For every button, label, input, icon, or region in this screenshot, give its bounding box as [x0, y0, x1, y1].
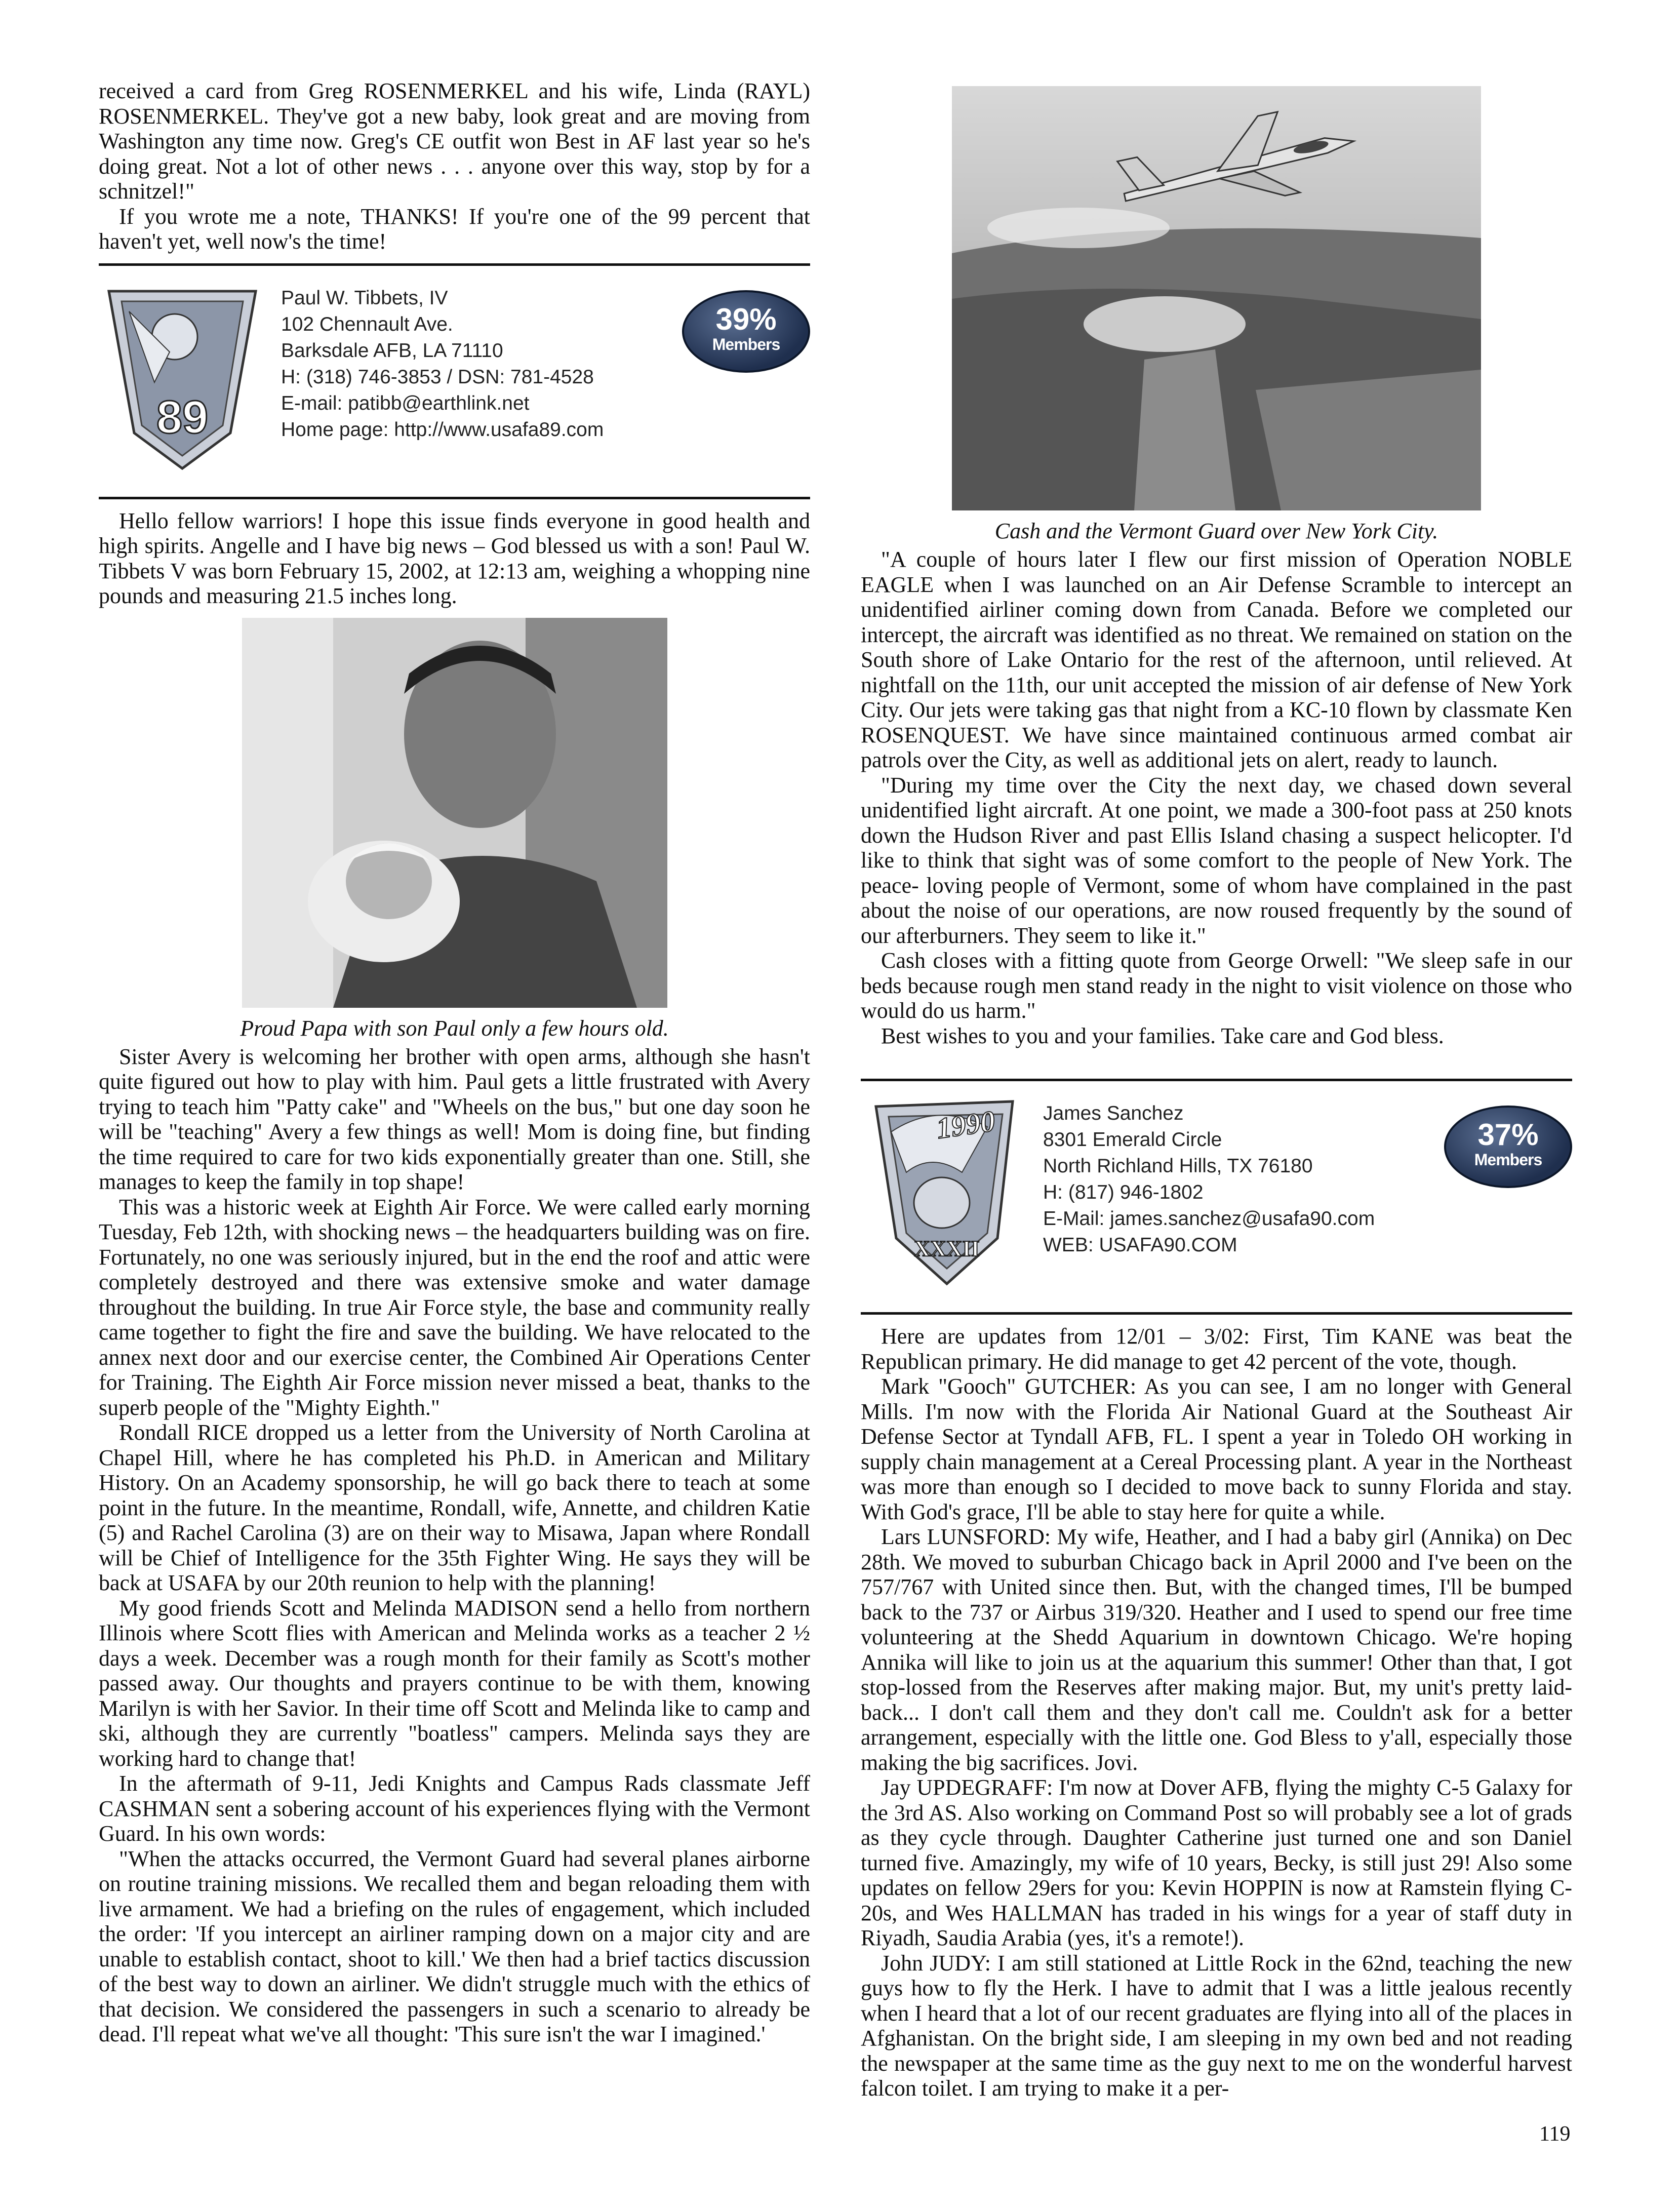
class-89-crest-logo	[99, 281, 266, 473]
right-paragraph-8: Jay UPDEGRAFF: I'm now at Dover AFB, flying the mighty C-5 Galaxy for the 3rd AS. Also working on Command Post so will probably see a lot of grads as they cycle through. Daughter Catherine just turned one and son Daniel turned five. Amazingly, my wife of 10 years, Becky, is still just 29! Also some updates on fellow 29ers for you: Kevin HOPPIN is now at Ramstein flying C-20s, and Wes HALLMAN has traded in his wings for a year of staff duty in Riyadh, Saudia Arabia (yes, it's a remote!).	[861, 1775, 1572, 1950]
right-paragraph-5: Here are updates from 12/01 – 3/02: First, Tim KANE was beat the Republican primary. He did manage to get 42 percent of the vote, though.	[861, 1324, 1572, 1374]
left-paragraph-6: "When the attacks occurred, the Vermont Guard had several planes airborne on routine training missions. We recalled them and began reloading them with live armament. We had a briefing on the rules of engagement, which included the order: 'If you intercept an airliner ramping down on a major city and are unable to establish contact, shoot to kill.' We then had a brief tactics discussion of the best way to down an airliner. We didn't struggle much with the ethics of that decision. We considered the passengers in such a scenario to already be dead. I'll repeat what we've all thought: 'This sure isn't the war I imagined.'	[99, 1846, 810, 2046]
right-paragraph-3: Cash closes with a fitting quote from George Orwell: "We sleep safe in our beds because rough men stand ready in the night to visit violence on those who would do us harm."	[861, 948, 1572, 1023]
left-paragraph-5: In the aftermath of 9-11, Jedi Knights and Campus Rads classmate Jeff CASHMAN sent a sobering account of his experiences flying with the Vermont Guard. In his own words:	[99, 1771, 810, 1846]
membership-badge-89	[682, 290, 810, 373]
scribe-name: James Sanchez	[1043, 1102, 1184, 1124]
right-paragraph-2: "During my time over the City the next day, we chased down several unidentified light aircraft. At one point, we made a 300-foot pass at 250 knots down the Hudson River and past Ellis Island chasing a suspect helicopter. I'd like to think that sight was of some comfort to the people of New York. The peace- loving people of Vermont, some of whom have complained in the past about the noise of our operations, are now roused frequently by the sound of our afterburners. They seem to like it."	[861, 772, 1572, 948]
right-paragraph-7: Lars LUNSFORD: My wife, Heather, and I had a baby girl (Annika) on Dec 28th. We moved to suburban Chicago back in April 2000 and I've been on the 757/767 with United since then. But, with the changed times, I'll be bumped back to the 737 or Airbus 319/320. Heather and I used to spend our free time volunteering at the Shedd Aquarium in downtown Chicago. We're hoping Annika will like to join us at the aquarium this summer! Other than that, I got stop-lossed from the Reserves after making major. But, my unit's pretty laid-back... I don't call them and they don't call me. Couldn't ask for a better arrangement, especially with the little one. God Bless to y'all, especially those making the big sacrifices. Jovi.	[861, 1524, 1572, 1775]
membership-label: Members	[712, 335, 780, 353]
address-line-1: 102 Chennault Ave.	[281, 313, 453, 335]
address-line-2: North Richland Hills, TX 76180	[1043, 1155, 1313, 1177]
web-line: WEB: USAFA90.COM	[1043, 1234, 1237, 1256]
class-90-crest-logo	[861, 1096, 1028, 1289]
divider-top-89	[99, 263, 810, 266]
left-paragraph-2: This was a historic week at Eighth Air Force. We were called early morning Tuesday, Feb 12th, with shocking news – the headquarters building was on fire. Fortunately, no one was seriously injured, but in the end the roof and attic were completely destroyed and there was extensive smoke and water damage throughout the building. In true Air Force style, the base and community really came together to fight the fire and save the building. We have relocated to the annex next door and our exercise center, the Combined Air Operations Center for Training. The Eighth Air Force mission never missed a beat, thanks to the superb people of the "Mighty Eighth."	[99, 1194, 810, 1420]
divider-bottom-90	[861, 1312, 1572, 1315]
left-column	[99, 78, 810, 2047]
class-90-contact-box	[861, 1090, 1572, 1303]
father-son-photo-caption: Proud Papa with son Paul only a few hours old.	[240, 1015, 669, 1041]
phone-line: H: (817) 946-1802	[1043, 1181, 1204, 1203]
email-line: E-mail: patibb@earthlink.net	[281, 392, 530, 414]
intro-paragraph-1: received a card from Greg ROSENMERKEL and his wife, Linda (RAYL) ROSENMERKEL. They've got a new baby, look great and are moving from Washington any time now. Greg's CE outfit won Best in AF last year so he's doing great. Not a lot of other news . . . anyone over this way, stop by for a schnitzel!"	[99, 78, 810, 204]
f16-photo-caption: Cash and the Vermont Guard over New York City.	[994, 519, 1438, 543]
address-line-2: Barksdale AFB, LA 71110	[281, 339, 503, 362]
right-paragraph-9: John JUDY: I am still stationed at Little Rock in the 62nd, teaching the new guys how to fly the Herk. I have to admit that I was a little jealous recently when I heard that a lot of our recent graduates are flying into all of the places in Afghanistan. On the bright side, I am sleeping in my own bed and not reading the newspaper at the same time as the guy next to me on the wonderful harvest falcon toilet. I am trying to make it a per-	[861, 1950, 1572, 2101]
right-paragraph-6: Mark "Gooch" GUTCHER: As you can see, I am no longer with General Mills. I'm now with the Florida Air National Guard at the Southeast Air Defense Sector at Tyndall AFB, FL. I spent a year in Toledo OH working in supply chain management at a Cereal Processing plant. A year in the Northeast was more than enough so I decided to move back to sunny Florida and stay. With God's grace, I'll be able to stay here for quite a while.	[861, 1374, 1572, 1524]
left-paragraph-4: My good friends Scott and Melinda MADISON send a hello from northern Illinois where Scott flies with American and Melinda works as a teacher 2 ½ days a week. December was a rough month for their family as Scott's mother passed away. Our thoughts and prayers continue to be with them, knowing Marilyn is with her Savior. In their time off Scott and Melinda like to camp and ski, although they are currently "boatless" campers. Melinda says they are working hard to change that!	[99, 1595, 810, 1771]
membership-badge-90	[1444, 1106, 1572, 1188]
intro-paragraph-2: If you wrote me a note, THANKS! If you're one of the 99 percent that haven't yet, well now's the time!	[99, 204, 810, 254]
email-line: E-Mail: james.sanchez@usafa90.com	[1043, 1208, 1375, 1230]
right-paragraph-1: "A couple of hours later I flew our first mission of Operation NOBLE EAGLE when I was launched on an Air Defense Scramble to intercept an unidentified airliner coming down from Canada. Before we completed our intercept, the aircraft was identified as no threat. We remained on station on the South shore of Lake Ontario for the rest of the afternoon, until relieved. At nightfall on the 11th, our unit accepted the mission of air defense of New York City. Our jets were taking gas that night from a KC-10 flown by classmate Ken ROSENQUEST. We have since maintained continuous armed combat air patrols over the City, as well as additional jets on alert, ready to launch.	[861, 547, 1572, 772]
hello-paragraph: Hello fellow warriors! I hope this issue finds everyone in good health and high spirits. Angelle and I have big news – God blessed us with a son! Paul W. Tibbets V was born February 15, 2002, at 12:13 am, weighing a whopping nine pounds and measuring 21.5 inches long.	[99, 508, 810, 608]
class-90-contact-info	[1043, 1100, 1375, 1258]
right-column	[861, 86, 1572, 2101]
left-paragraph-3: Rondall RICE dropped us a letter from the University of North Carolina at Chapel Hill, where he has completed his Ph.D. in American and Military History. On an Academy sponsorship, he will go back there to teach at some point in the future. In the meantime, Rondall, wife, Annette, and children Katie (5) and Rachel Carolina (3) are on their way to Misawa, Japan where Rondall will be Chief of Intelligence for the 35th Fighter Wing. He says they will be back at USAFA by our 20th reunion to help with the planning!	[99, 1420, 810, 1595]
left-paragraph-1: Sister Avery is welcoming her brother with open arms, although she hasn't quite figured out how to play with him. Paul gets a little frustrated with Avery trying to teach him "Patty cake" and "Wheels on the bus," but one day soon he will be "teaching" Avery a few things as well! Mom is doing fine, but finding the time required to care for two kids exponentially greater than one. Still, she manages to keep the family in top shape!	[99, 1044, 810, 1194]
address-line-1: 8301 Emerald Circle	[1043, 1129, 1222, 1151]
svg-text:XXXII: XXXII	[914, 1236, 980, 1261]
svg-text:89: 89	[156, 391, 209, 443]
father-son-photo	[242, 618, 667, 1008]
membership-label: Members	[1474, 1151, 1542, 1169]
membership-percent: 39%	[715, 302, 777, 336]
divider-top-90	[861, 1079, 1572, 1081]
svg-text:1990: 1990	[934, 1104, 997, 1145]
right-paragraph-4: Best wishes to you and your families. Take care and God bless.	[881, 1023, 1444, 1048]
homepage-line: Home page: http://www.usafa89.com	[281, 418, 604, 441]
divider-bottom-89	[99, 497, 810, 499]
f16-over-new-york-photo	[952, 86, 1481, 510]
class-89-contact-box	[99, 275, 810, 488]
class-89-contact-info	[281, 285, 604, 443]
scribe-name: Paul W. Tibbets, IV	[281, 287, 448, 309]
phone-line: H: (318) 746-3853 / DSN: 781-4528	[281, 366, 594, 388]
membership-percent: 37%	[1477, 1118, 1539, 1152]
page-number: 119	[1539, 2122, 1571, 2146]
